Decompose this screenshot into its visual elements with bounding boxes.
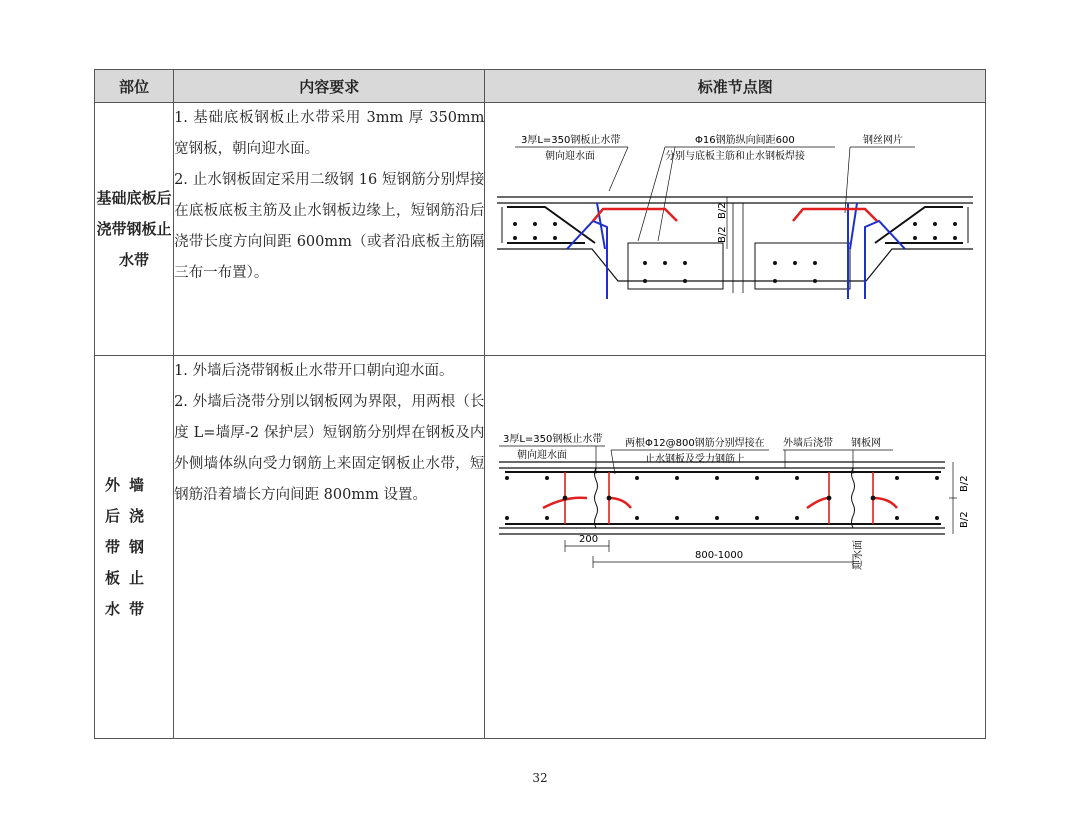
dim-span: 800-1000: [695, 550, 744, 561]
header-requirements: 内容要求: [174, 70, 485, 103]
label-mesh: 钢板网: [851, 438, 882, 449]
diagram-cell: [485, 356, 986, 739]
page-number: 32: [532, 771, 548, 785]
label-plate: 3厚L=350钢板止水带: [503, 434, 603, 445]
diagram-cell: [485, 103, 986, 356]
label-band: 外墙后浇带: [783, 438, 834, 449]
dim-half: B/2: [959, 475, 971, 492]
label-facing: 朝向迎水面: [545, 151, 596, 162]
slab-waterstop-diagram: [485, 103, 985, 355]
wall-waterstop-diagram: [485, 356, 985, 738]
label-facing: 朝向迎水面: [517, 450, 568, 461]
requirement-item: 2. 外墙后浇带分别以钢板网为界限，用两根（长度 L=墙厚-2 保护层）短钢筋分别焊在钢板及内外侧墙体纵向受力钢筋上来固定钢板止水带，短钢筋沿着墙长方向间距 800mm 设置。: [174, 394, 485, 503]
requirements-cell: [174, 103, 485, 356]
label-water: 迎水面: [853, 540, 865, 570]
part-cell: 外墙后浇带钢板止水带: [95, 356, 174, 739]
dim-half-2: B/2: [959, 511, 971, 528]
spec-table: [94, 69, 986, 739]
header-part: 部位: [95, 70, 174, 103]
requirement-item: 2. 止水钢板固定采用二级钢 16 短钢筋分别焊接在底板底板主筋及止水钢板边缘上，短钢筋沿后浇带长度方向间距 600mm（或者沿底板主筋隔三布一布置）。: [174, 172, 485, 281]
requirement-item: 1. 基础底板钢板止水带采用 3mm 厚 350mm 宽钢板，朝向迎水面。: [174, 110, 485, 157]
table-row: [95, 103, 986, 356]
requirement-item: 1. 外墙后浇带钢板止水带开口朝向迎水面。: [174, 363, 454, 379]
label-mesh: 钢丝网片: [863, 135, 904, 146]
label-bar: 两根Φ12@800钢筋分别焊接在: [625, 438, 766, 449]
header-diagram: 标准节点图: [485, 70, 986, 103]
dim-half: B/2: [717, 226, 729, 243]
requirements-cell: [174, 356, 485, 739]
label-bar: Φ16钢筋纵向间距600: [695, 135, 796, 146]
label-weld: 止水钢板及受力钢筋上: [645, 454, 746, 465]
label-plate: 3厚L=350钢板止水带: [521, 135, 621, 146]
table-row: [95, 356, 986, 739]
dim-half-2: B/2: [717, 202, 729, 219]
label-weld: 分别与底板主筋和止水钢板焊接: [665, 151, 806, 162]
dim-200: 200: [579, 534, 599, 545]
part-cell: 基础底板后浇带钢板止水带: [95, 103, 174, 356]
